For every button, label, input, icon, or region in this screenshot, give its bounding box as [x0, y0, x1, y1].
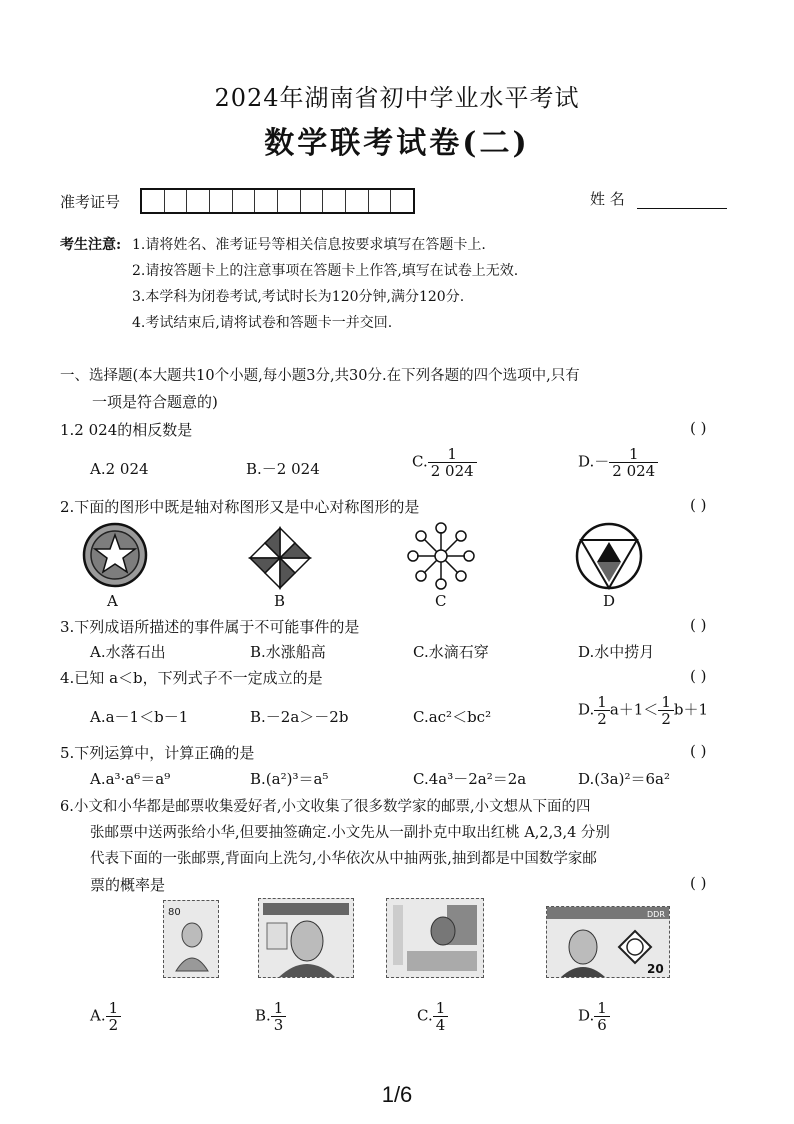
- figure-c-label: C: [435, 592, 447, 610]
- stamp-1-value: 80: [168, 907, 181, 918]
- answer-paren[interactable]: ( ): [690, 742, 707, 760]
- stamp-4-image: [546, 906, 670, 978]
- option-prefix: A.: [90, 1006, 106, 1025]
- q3-option-a[interactable]: A.水落石出: [90, 643, 166, 661]
- stamp-2-portrait: [259, 899, 353, 977]
- option-prefix: D.: [578, 700, 595, 719]
- exam-title-line1: 2024年湖南省初中学业水平考试: [214, 84, 580, 112]
- id-digit-cell[interactable]: [391, 190, 413, 212]
- numerator: 1: [271, 1000, 287, 1017]
- fraction: [594, 694, 610, 727]
- stamp-4-portrait: [547, 907, 669, 977]
- figure-d-circle-triangles[interactable]: [573, 520, 645, 592]
- q6-option-c[interactable]: [417, 1000, 448, 1033]
- answer-paren[interactable]: ( ): [690, 874, 707, 892]
- id-digit-cell[interactable]: [278, 190, 301, 212]
- question-6-stem-cont: 代表下面的一张邮票,背面向上洗匀,小华依次从中抽两张,抽到都是中国数学家邮: [90, 851, 597, 867]
- fraction: [609, 446, 658, 479]
- id-digit-cell[interactable]: [233, 190, 256, 212]
- q1-option-b[interactable]: B.－2 024: [246, 460, 320, 478]
- stamp-1-image: [163, 900, 219, 978]
- q3-option-b[interactable]: B.水涨船高: [250, 643, 326, 661]
- petal-circle: [436, 579, 446, 589]
- question-6-stem-cont: 票的概率是: [90, 876, 166, 894]
- answer-paren[interactable]: ( ): [690, 667, 707, 685]
- exam-title-line2: 数学联考试卷(二): [264, 126, 530, 161]
- fraction: [428, 446, 477, 479]
- question-5-stem: 5.下列运算中，计算正确的是: [60, 744, 255, 762]
- q1-option-c[interactable]: [412, 446, 477, 479]
- petal-circle: [408, 551, 418, 561]
- name-field[interactable]: [637, 208, 727, 209]
- figure-c-flower-circles[interactable]: [405, 520, 477, 592]
- section-heading: 一、选择题(本大题共10个小题,每小题3分,共30分.在下列各题的四个选项中,只有: [60, 368, 580, 384]
- id-digit-cell[interactable]: [323, 190, 346, 212]
- figure-a-label: A: [107, 592, 118, 610]
- q6-option-d[interactable]: [578, 1000, 610, 1033]
- denominator: 2 024: [430, 462, 474, 480]
- petal-circle: [416, 531, 426, 541]
- section-heading-cont: 一项是符合题意的): [92, 393, 218, 411]
- figure-b-label: B: [274, 592, 286, 610]
- answer-paren[interactable]: ( ): [690, 496, 707, 514]
- numerator: 1: [594, 1000, 610, 1017]
- figure-d-label: D: [603, 592, 616, 610]
- inequality-suffix: b＋1: [673, 700, 709, 719]
- stamp-3-portrait: [387, 899, 483, 977]
- question-4-stem: 4.已知 a＜b，下列式子不一定成立的是: [60, 669, 323, 687]
- question-3-stem: 3.下列成语所描述的事件属于不可能事件的是: [60, 618, 360, 636]
- stamp-4-text: DDR: [647, 910, 665, 919]
- question-6-stem-cont: 张邮票中送两张给小华,但要抽签确定.小文先从一副扑克中取出红桃 A,2,3,4 分别: [90, 825, 610, 841]
- numerator: 1: [609, 446, 658, 463]
- question-2-stem: 2.下面的图形中既是轴对称图形又是中心对称图形的是: [60, 498, 420, 516]
- petal-circle: [416, 571, 426, 581]
- answer-paren[interactable]: ( ): [690, 616, 707, 634]
- fraction: [658, 694, 674, 727]
- numerator: 1: [658, 694, 674, 711]
- page-number: 1/6: [381, 1082, 413, 1107]
- option-prefix: B.: [255, 1006, 271, 1025]
- q5-option-a[interactable]: A.a³·a⁶＝a⁹: [90, 770, 171, 788]
- inequality-middle: a＋1＜: [609, 700, 659, 719]
- q4-option-a[interactable]: A.a－1＜b－1: [90, 708, 189, 726]
- numerator: 1: [433, 1000, 449, 1017]
- note-item: 2.请按答题卡上的注意事项在答题卡上作答,填写在试卷上无效.: [132, 263, 519, 279]
- id-number-box[interactable]: [140, 188, 415, 214]
- q5-option-d[interactable]: D.(3a)²＝6a²: [578, 770, 670, 788]
- stamp-2-image: [258, 898, 354, 978]
- figure-b-pinwheel[interactable]: [245, 523, 315, 593]
- q1-option-a[interactable]: A.2 024: [90, 460, 149, 478]
- denominator: 3: [273, 1016, 284, 1034]
- id-digit-cell[interactable]: [165, 190, 188, 212]
- denominator: 6: [597, 1016, 607, 1034]
- answer-paren[interactable]: ( ): [690, 419, 707, 437]
- q1-option-d[interactable]: [578, 446, 658, 479]
- question-1-stem: 1.2 024的相反数是: [60, 421, 193, 439]
- id-digit-cell[interactable]: [187, 190, 210, 212]
- note-item: 3.本学科为闭卷考试,考试时长为120分钟,满分120分.: [132, 289, 465, 305]
- q4-option-c[interactable]: C.ac²＜bc²: [413, 708, 492, 726]
- id-digit-cell[interactable]: [301, 190, 324, 212]
- id-digit-cell[interactable]: [255, 190, 278, 212]
- petal-circle: [436, 523, 446, 533]
- figure-a-circle-star[interactable]: [80, 520, 150, 590]
- question-6-stem: 6.小文和小华都是邮票收集爱好者,小文收集了很多数学家的邮票,小文想从下面的四: [60, 799, 591, 815]
- id-digit-cell[interactable]: [142, 190, 165, 212]
- denominator: 2: [597, 710, 607, 728]
- petal-circle: [456, 571, 466, 581]
- id-label: 准考证号: [60, 193, 121, 211]
- note-item: 4.考试结束后,请将试卷和答题卡一并交回.: [132, 315, 393, 331]
- denominator: 4: [435, 1016, 446, 1034]
- denominator: 2 024: [612, 462, 656, 480]
- numerator: 1: [428, 446, 477, 463]
- name-label: 姓 名: [590, 190, 625, 208]
- numerator: 1: [106, 1000, 122, 1017]
- q3-option-c[interactable]: C.水滴石穿: [413, 643, 489, 661]
- petal-circle: [464, 551, 474, 561]
- fraction: [594, 1000, 610, 1033]
- id-digit-cell[interactable]: [369, 190, 392, 212]
- option-prefix: C.: [417, 1006, 433, 1025]
- q5-option-b[interactable]: B.(a²)³＝a⁵: [250, 770, 329, 788]
- q3-option-d[interactable]: D.水中捞月: [578, 643, 655, 661]
- stamp-3-image: [386, 898, 484, 978]
- stamp-1-portrait: [164, 901, 218, 977]
- denominator: 2: [661, 710, 671, 728]
- option-prefix: D.: [578, 1006, 595, 1025]
- fraction: [106, 1000, 122, 1033]
- q5-option-c[interactable]: C.4a³－2a²＝2a: [413, 770, 527, 788]
- petal-circle: [456, 531, 466, 541]
- stamp-4-value: 20: [647, 962, 664, 976]
- id-digit-cell[interactable]: [346, 190, 369, 212]
- notes-label: 考生注意:: [60, 237, 122, 253]
- numerator: 1: [594, 694, 610, 711]
- q4-option-d[interactable]: [578, 694, 708, 727]
- note-item: 1.请将姓名、准考证号等相关信息按要求填写在答题卡上.: [132, 237, 486, 253]
- option-prefix: C.: [412, 452, 428, 471]
- q6-option-a[interactable]: [90, 1000, 121, 1033]
- q6-option-b[interactable]: [255, 1000, 286, 1033]
- q4-option-b[interactable]: B.－2a＞－2b: [250, 708, 349, 726]
- denominator: 2: [108, 1016, 119, 1034]
- id-digit-cell[interactable]: [210, 190, 233, 212]
- fraction: [433, 1000, 449, 1033]
- option-prefix: D.－: [578, 452, 610, 471]
- fraction: [271, 1000, 287, 1033]
